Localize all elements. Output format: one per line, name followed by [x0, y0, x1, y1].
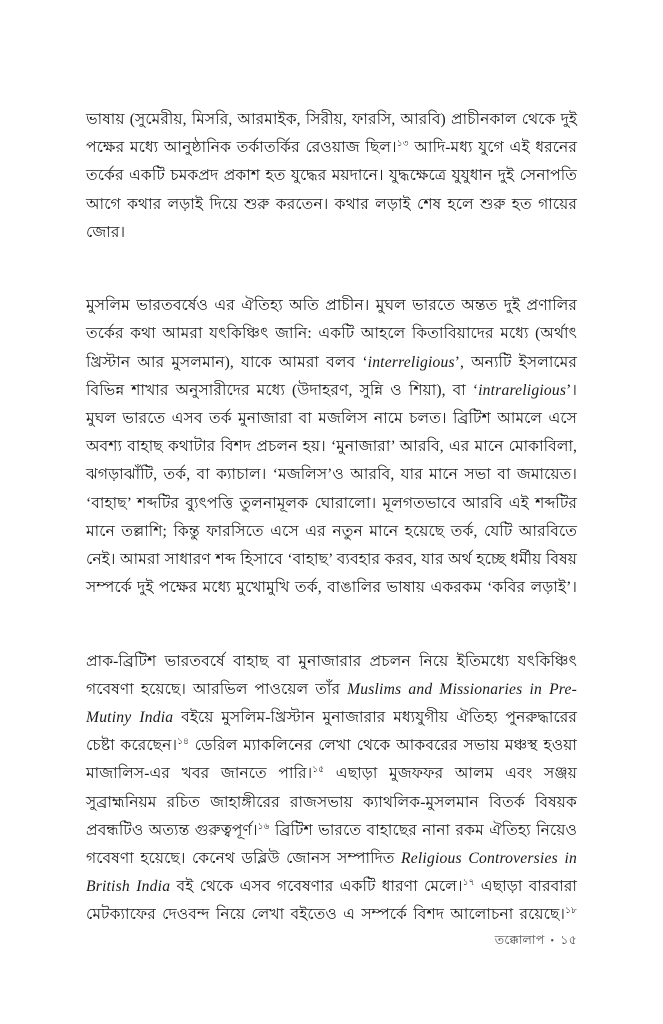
italic-book-title: Religious Controversies in British India	[86, 850, 577, 896]
page-footer	[86, 932, 577, 952]
text-run: প্রাক-ব্রিটিশ ভারতবর্ষে বাহাছ বা মুনাজারার প্রচলন নিয়ে ইতিমধ্যে যৎকিঞ্চিৎ গবেষণা হয়েছে। আরভিল পাওয়েল তাঁর	[86, 652, 577, 698]
footnote-marker: ১৮	[565, 905, 577, 916]
text-run: বই থেকে এসব গবেষণার একটি ধারণা মেলে।	[170, 878, 463, 896]
text-run: মুসলিম ভারতবর্ষেও এর ঐতিহ্য অতি প্রাচীন। মুঘল ভারতে অন্তত দুই প্রণালির তর্কের কথা আমরা যৎকিঞ্চিৎ জানি: একটি আহলে কিতাবিয়াদের মধ্যে (অর্থাৎ খ্রিস্টান আর মুসলমান), যাকে আমরা বলব ‘	[86, 297, 577, 371]
footnote-marker: ১৬	[257, 820, 270, 831]
paragraph-3	[86, 648, 577, 958]
italic-book-title: intrareligious	[478, 381, 567, 399]
book-title-footer: তক্কোলাপ	[494, 933, 545, 947]
text-run: ডেরিল ম্যাকলিনের লেখা থেকে আকবরের সভায় মঞ্চস্থ হওয়া মাজালিস-এর খবর জানতে পারি।	[86, 737, 577, 783]
footnote-marker: ১৪	[177, 736, 190, 747]
text-run: ভাষায় (সুমেরীয়, মিসরি, আরমাইক, সিরীয়, ফারসি, আরবি) প্রাচীনকাল থেকে দুই পক্ষের মধ্যে আনুষ্ঠানিক তর্কাতর্কির রেওয়াজ ছিল।	[86, 111, 577, 157]
footer-separator-dot: •	[550, 935, 555, 947]
text-run: এছাড়া মুজফফর আলম এবং সঞ্জয় সুব্রাহ্মনিয়ম রচিত জাহাঙ্গীরের রাজসভায় ক্যাথলিক-মুসলমান বিতর্ক বিষয়ক প্রবন্ধটিও অত্যন্ত গুরুত্বপূর্ণ।	[86, 765, 577, 839]
text-run: বইয়ে মুসলিম-খ্রিস্টান মুনাজারার মধ্যযুগীয় ঐতিহ্য পুনরুদ্ধারের চেষ্টা করেছেন।	[86, 709, 577, 755]
paragraph-1	[86, 106, 577, 275]
footnote-marker: ১৩	[396, 138, 409, 149]
italic-book-title: Muslims and Missionaries in Pre-Mutiny India	[86, 680, 577, 727]
footnote-marker: ১৭	[462, 877, 475, 888]
text-run: এছাড়া বারবারা মেটক্যাফের দেওবন্দ নিয়ে লেখা বইতেও এ সম্পর্কে বিশদ আলোচনা রয়েছে।	[86, 878, 577, 924]
footnote-marker: ১৫	[312, 764, 325, 775]
text-column	[86, 106, 577, 958]
italic-book-title: interreligious	[367, 353, 455, 371]
paragraph-2	[86, 292, 577, 630]
text-run: ব্রিটিশ ভারতে বাহাছের নানা রকম ঐতিহ্য নিয়েও গবেষণা হয়েছে। কেনেথ ডব্লিউ জোনস সম্পাদিত	[86, 821, 578, 868]
text-run: আদি-মধ্য যুগে এই ধরনের তর্কের একটি চমকপ্রদ প্রকাশ হত যুদ্ধের ময়দানে। যুদ্ধক্ষেত্রে যুযুধান দুই সেনাপতি আগে কথার লড়াই দিয়ে শুরু করতেন। কথার লড়াই শেষ হলে শুরু হত গায়ের জোর।	[86, 139, 578, 241]
text-run: ’, অন্যটি ইসলামের বিভিন্ন শাখার অনুসারীদের মধ্যে (উদাহরণ, সুন্নি ও শিয়া), বা ‘	[86, 353, 577, 399]
text-run: ’। মুঘল ভারতে এসব তর্ক মুনাজারা বা মজলিস নামে চলত। ব্রিটিশ আমলে এসে অবশ্য বাহাছ কথাটার বিশদ প্রচলন হয়। ‘মুনাজারা’ আরবি, এর মানে মোকাবিলা, ঝগড়াঝাঁটি, তর্ক, বা ক্যাচাল। ‘মজলিস’ও আরবি, যার মানে সভা বা জমায়েত। ‘বাহাছ’ শব্দটির ব্যুৎপত্তি তুলনামূলক ঘোরালো। মূলগতভাবে আরবি এই শব্দটির মানে তল্লাশি; কিন্তু ফারসিতে এসে এর নতুন মানে হয়েছে তর্ক, যেটি আরবিতে নেই। আমরা সাধারণ শব্দ হিসাবে ‘বাহাছ’ ব্যবহার করব, যার অর্থ হচ্ছে ধর্মীয় বিষয় সম্পর্কে দুই পক্ষের মধ্যে মুখোমুখি তর্ক, বাঙালির ভাষায় একরকম ‘কবির লড়াই’।	[86, 381, 577, 597]
page-number: ১৫	[560, 933, 577, 947]
